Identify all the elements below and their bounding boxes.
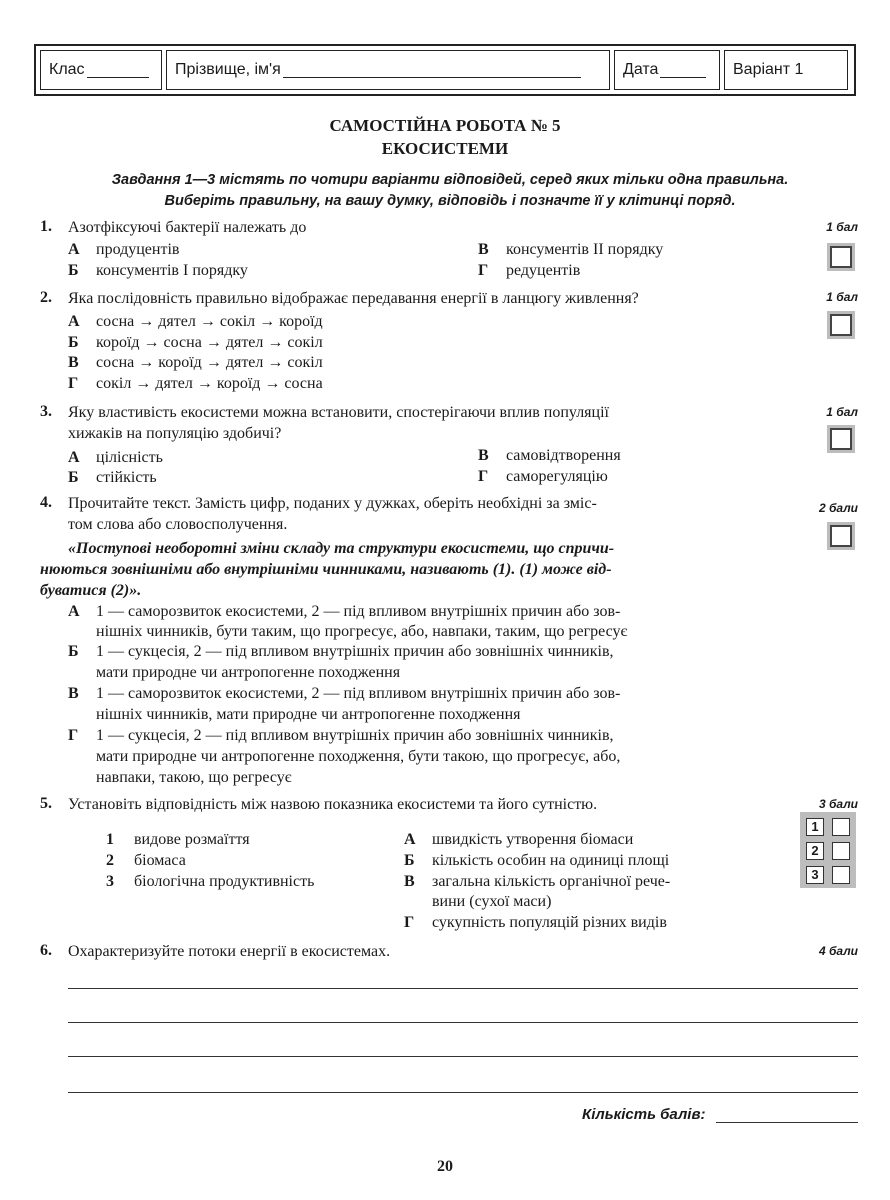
q4-option-g-line1: 1 — сукцесія, 2 — під впливом внутрішніх причин або зовнішніх чинників, [96, 727, 614, 744]
q4-text-line2: том слова або словосполучення. [68, 516, 288, 533]
variant-label: Варіант 1 [733, 61, 804, 78]
q4-quote-line2: нюються зовнішніми або внутрішніми чинниками, називають (1). (1) може від- [40, 561, 612, 578]
q4-option-g-line2: мати природне чи антропогенне походження, бути такою, що прогресує, або, [96, 748, 621, 765]
q4-option-a-line1: 1 — саморозвиток екосистеми, 2 — під впливом внутрішніх причин або зов- [96, 603, 621, 620]
q4-option-b-letter: Б [68, 643, 79, 660]
instructions-line1: Завдання 1—3 містять по чотири варіанти відповідей, серед яких тільки одна правильна. [111, 172, 789, 188]
name-blank[interactable] [283, 63, 581, 78]
answer-line[interactable] [68, 1022, 858, 1023]
q5-left-item: 3 біологічна продуктивність [106, 873, 315, 890]
q2-option-g: Г сокіл → дятел → короїд → сосна [68, 375, 323, 392]
q1-option-g: Г редуцентів [478, 262, 581, 279]
instructions-line2: Виберіть правильну, на вашу думку, відповідь і позначте її у клітинці поряд. [164, 193, 736, 209]
q4-option-v-line1: 1 — саморозвиток екосистеми, 2 — під впливом внутрішніх причин або зов- [96, 685, 621, 702]
q4-option-a-letter: А [68, 603, 80, 620]
q3-answer-box[interactable] [830, 428, 852, 450]
q2-answer-box[interactable] [830, 314, 852, 336]
q3-option-v: В самовідтворення [478, 447, 621, 464]
student-info-header [34, 44, 856, 96]
class-field[interactable] [40, 50, 162, 90]
q3-points: 1 бал [826, 405, 858, 419]
q5-left-item: 2 біомаса [106, 852, 186, 869]
q5-right-item: В загальна кількість органічної рече- [404, 873, 671, 890]
class-blank[interactable] [87, 63, 149, 78]
class-label: Клас [49, 61, 85, 78]
date-field[interactable] [614, 50, 720, 90]
q5-left-item: 1 видове розмаїття [106, 831, 250, 848]
q2-points: 1 бал [826, 290, 858, 304]
q5-grid-label: 2 [806, 842, 824, 860]
q4-points: 2 бали [818, 501, 858, 515]
score-label: Кількість балів: [582, 1106, 706, 1123]
answer-line[interactable] [68, 988, 858, 989]
date-label: Дата [623, 61, 659, 78]
q3-option-a: А цілісність [68, 449, 163, 466]
q4-answer-box[interactable] [830, 525, 852, 547]
q1-text: Азотфіксуючі бактерії належать до [68, 219, 307, 236]
q4-option-b-line2: мати природне чи антропогенне походження [96, 664, 401, 681]
q5-number: 5. [40, 795, 52, 812]
q6-points: 4 бали [818, 944, 858, 958]
page-title: САМОСТІЙНА РОБОТА № 5 [329, 116, 561, 135]
q4-option-v-line2: нішніх чинників, мати природне чи антропогенне походження [96, 706, 521, 723]
q4-option-v-letter: В [68, 685, 79, 702]
q4-option-g-line3: навпаки, такою, що регресує [96, 769, 292, 786]
q4-quote-line3: буватися (2)». [40, 582, 142, 599]
q5-text: Установіть відповідність між назвою показника екосистеми та його сутністю. [68, 796, 598, 813]
answer-line[interactable] [68, 1056, 858, 1057]
q5-answer-cell-2[interactable] [832, 842, 850, 860]
q1-number: 1. [40, 218, 52, 235]
q4-option-b-line1: 1 — сукцесія, 2 — під впливом внутрішніх причин або зовнішніх чинників, [96, 643, 614, 660]
q5-answer-cell-1[interactable] [832, 818, 850, 836]
q3-text-line2: хижаків на популяцію здобичі? [68, 425, 282, 442]
q5-right-item: Б кількість особин на одиниці площі [404, 852, 670, 869]
q4-option-a-line2: нішніх чинників, бути таким, що прогресує, або, навпаки, таким, що регресує [96, 623, 628, 640]
q1-points: 1 бал [826, 220, 858, 234]
q6-number: 6. [40, 942, 52, 959]
q5-grid-label: 1 [806, 818, 824, 836]
q2-option-b: Б короїд → сосна → дятел → сокіл [68, 334, 323, 351]
page-subtitle: ЕКОСИСТЕМИ [381, 139, 509, 158]
q3-option-b: Б стійкість [68, 469, 157, 486]
score-field[interactable] [716, 1122, 858, 1123]
page-number: 20 [437, 1158, 453, 1175]
q4-option-g-letter: Г [68, 727, 79, 744]
q3-option-g: Г саморегуляцію [478, 468, 608, 485]
q6-text: Охарактеризуйте потоки енергії в екосистемах. [68, 943, 391, 960]
q2-number: 2. [40, 289, 52, 306]
q4-quote-line1: «Поступові необоротні зміни складу та структури екосистеми, що спричи- [68, 540, 615, 557]
q3-text-line1: Яку властивість екосистеми можна встановити, спостерігаючи вплив популяції [68, 404, 609, 421]
q5-right-item-cont: вини (сухої маси) [432, 893, 552, 910]
q2-option-a: А сосна → дятел → сокіл → короїд [68, 313, 323, 330]
q4-text-line1: Прочитайте текст. Замість цифр, поданих у дужках, оберіть необхідні за зміс- [68, 495, 597, 512]
q5-grid-label: 3 [806, 866, 824, 884]
q3-number: 3. [40, 403, 52, 420]
q4-number: 4. [40, 494, 52, 511]
q1-option-b: Б консументів І порядку [68, 262, 248, 279]
q2-text: Яка послідовність правильно відображає передавання енергії в ланцюгу живлення? [68, 290, 639, 307]
q5-answer-cell-3[interactable] [832, 866, 850, 884]
q5-right-item: А швидкість утворення біомаси [404, 831, 634, 848]
q1-option-a: А продуцентів [68, 241, 180, 258]
q5-points: 3 бали [818, 797, 858, 811]
q1-option-v: В консументів ІІ порядку [478, 241, 664, 258]
answer-line[interactable] [68, 1092, 858, 1093]
q5-right-item: Г сукупність популяцій різних видів [404, 914, 667, 931]
name-field[interactable] [166, 50, 610, 90]
q2-option-v: В сосна → короїд → дятел → сокіл [68, 354, 323, 371]
date-blank[interactable] [660, 63, 706, 78]
name-label: Прізвище, ім'я [175, 61, 281, 78]
variant-field [724, 50, 848, 90]
q1-answer-box[interactable] [830, 246, 852, 268]
